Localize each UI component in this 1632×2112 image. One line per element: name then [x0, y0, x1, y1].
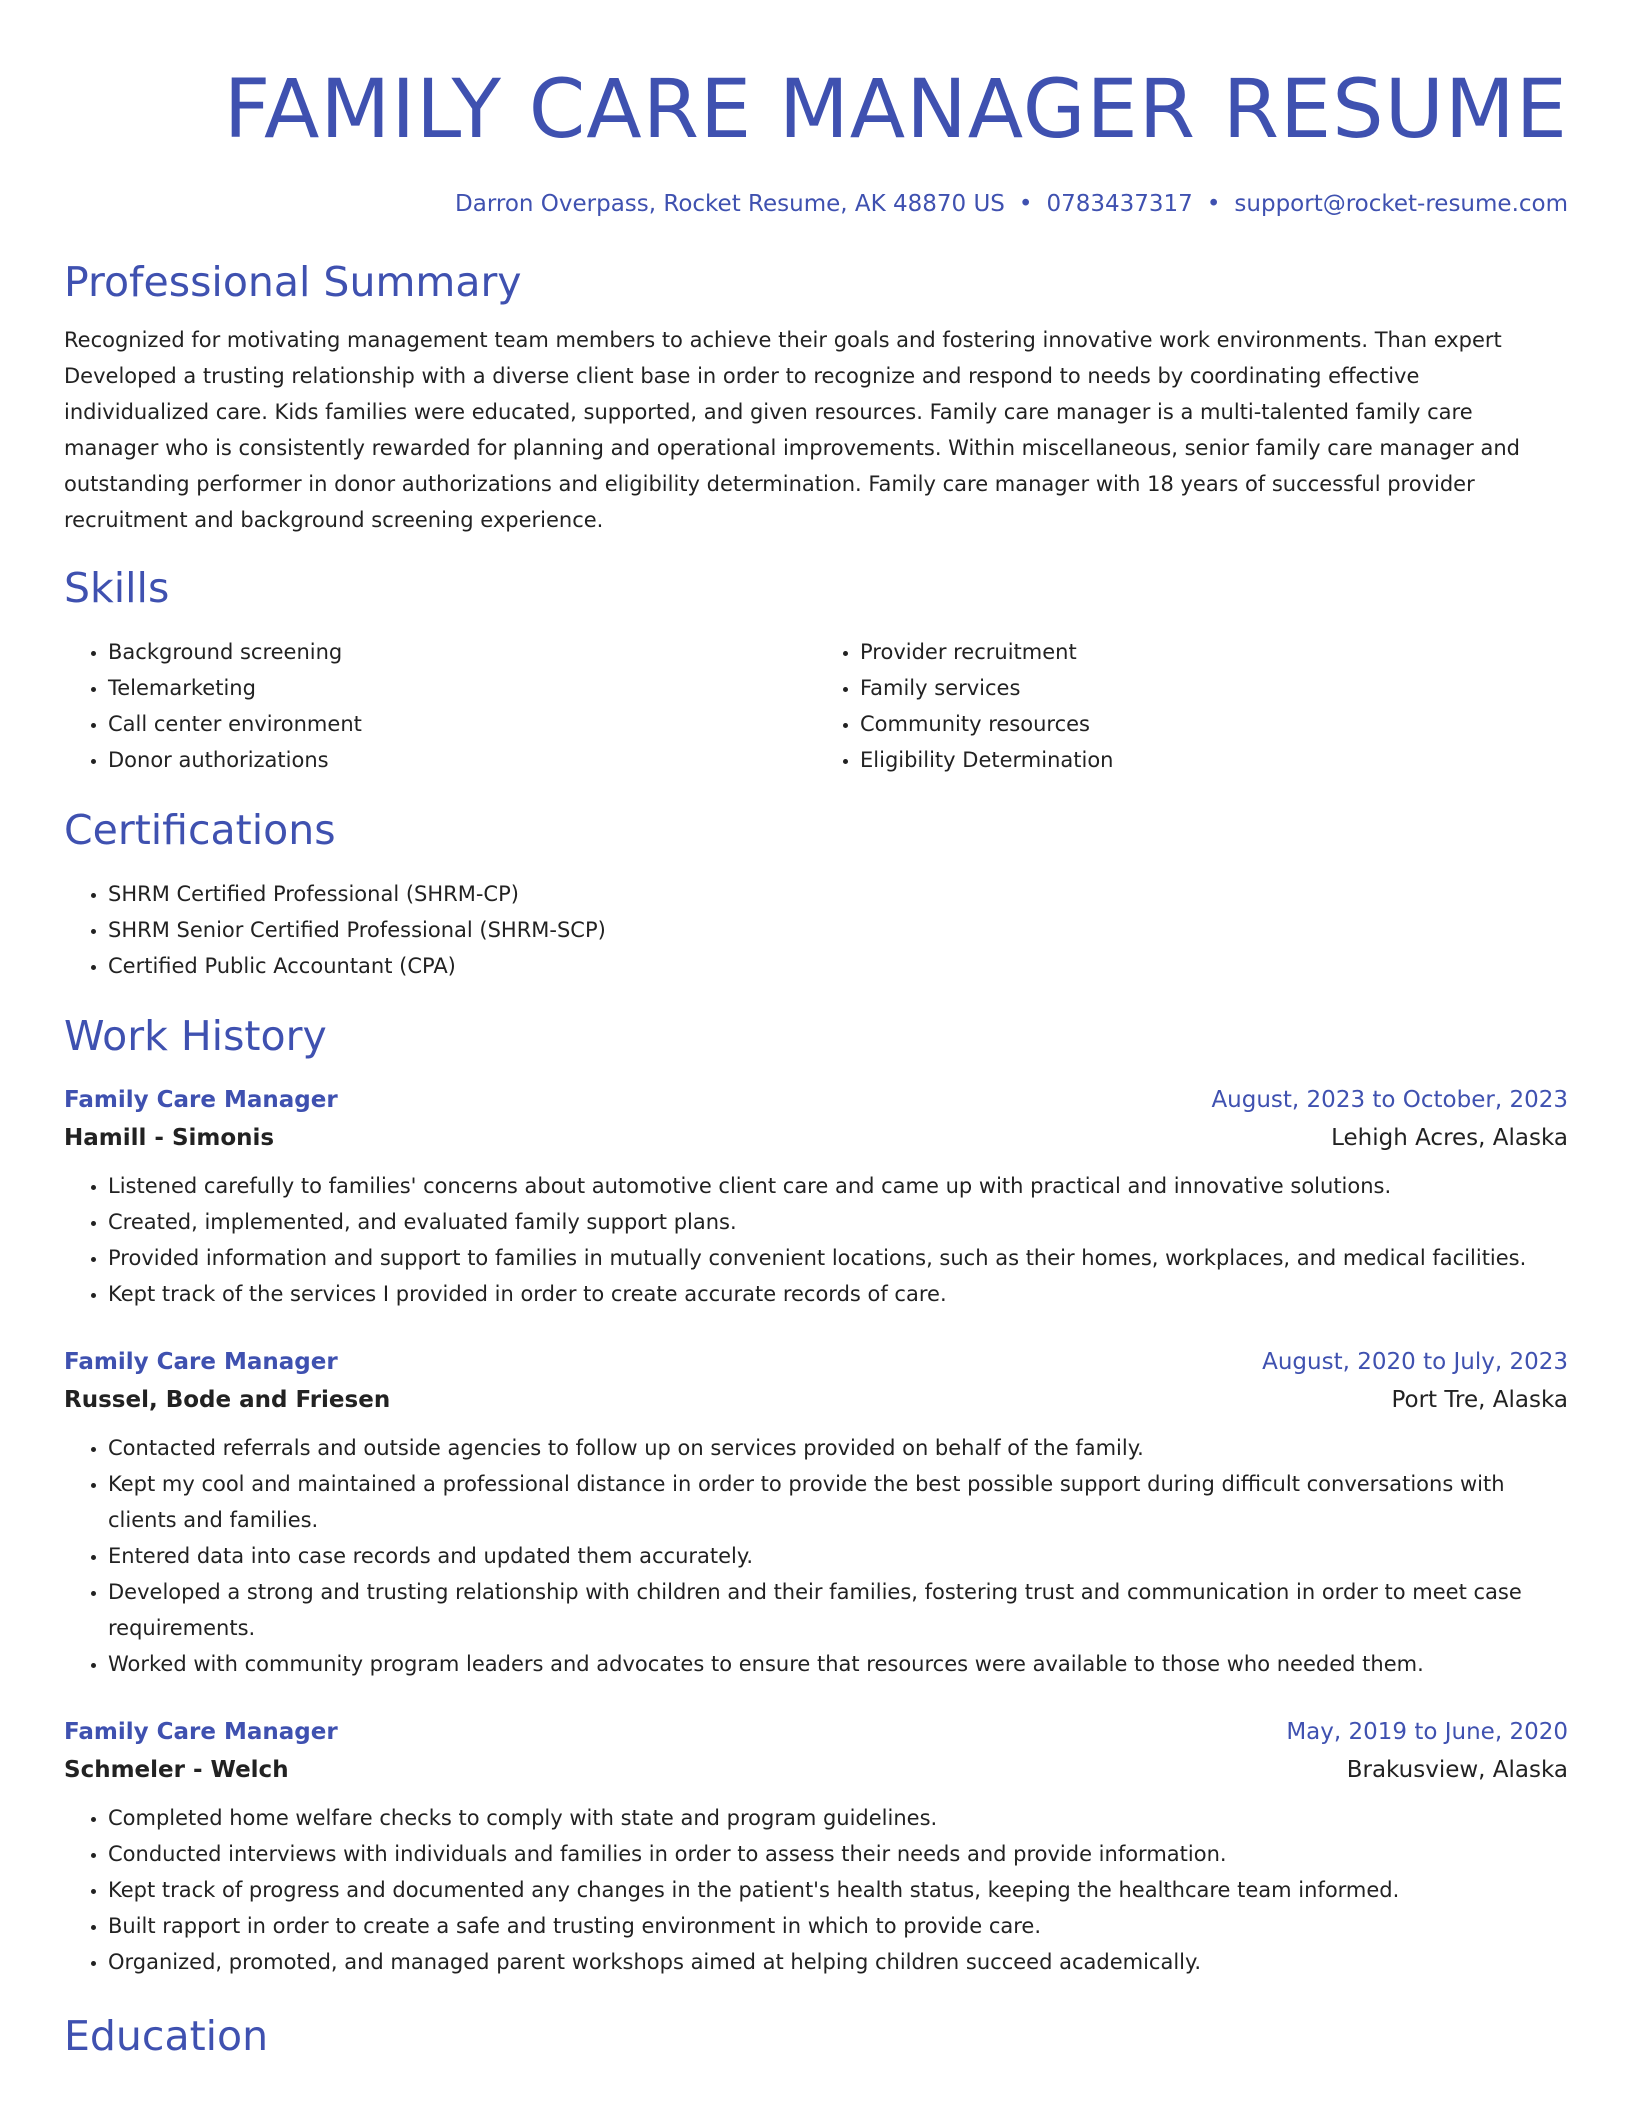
certification-item: • SHRM Certified Professional (SHRM-CP) [108, 876, 1568, 912]
job-dates: August, 2020 to July, 2023 [1262, 1349, 1568, 1375]
job-company: Russel, Bode and Friesen [64, 1387, 391, 1413]
job-title: Family Care Manager [64, 1719, 338, 1745]
job-title: Family Care Manager [64, 1349, 338, 1375]
contact-separator: • [1206, 191, 1221, 217]
job-entry [64, 1344, 1568, 1682]
job-duty: • Worked with community program leaders and advocates to ensure that resources were available to those who needed them. [108, 1646, 1568, 1682]
skill-item: • Eligibility Determination [860, 742, 1568, 778]
job-dates: May, 2019 to June, 2020 [1286, 1719, 1568, 1745]
summary-text: Recognized for motivating management team members to achieve their goals and fostering innovative work environments. Than expert Developed a trusting relationship with a diverse client base in order to recognize and respond to needs by coordinating effective individualized care. Kids families were educated, supported, and given resources. Family care manager is a multi-talented family care manager who is consistently rewarded for planning and operational improvements. Within miscellaneous, senior family care manager and outstanding performer in donor authorizations and eligibility determination. Family care manager with 18 years of successful provider recruitment and background screening experience. [64, 328, 1520, 532]
contact-email: support@rocket-resume.com [1234, 191, 1568, 217]
job-company: Schmeler - Welch [64, 1757, 289, 1783]
job-company: Hamill - Simonis [64, 1125, 275, 1151]
job-duty: • Conducted interviews with individuals and families in order to assess their needs and provide information. [108, 1836, 1568, 1872]
skill-item: • Telemarketing [108, 670, 816, 706]
skills-list-right [816, 634, 1568, 778]
skill-item: • Background screening [108, 634, 816, 670]
resume-title: FAMILY CARE MANAGER RESUME [223, 63, 1568, 157]
job-duty: • Provided information and support to families in mutually convenient locations, such as their homes, workplaces, and medical facilities. [108, 1240, 1568, 1276]
job-duty: • Built rapport in order to create a safe and trusting environment in which to provide care. [108, 1908, 1568, 1944]
job-duty: • Organized, promoted, and managed parent workshops aimed at helping children succeed academically. [108, 1944, 1568, 1980]
skills-grid [64, 634, 1568, 778]
job-duty: • Contacted referrals and outside agencies to follow up on services provided on behalf of the family. [108, 1430, 1568, 1466]
certifications-heading: Certifications [64, 806, 336, 854]
contact-line [64, 188, 1568, 220]
education-heading: Education [64, 2012, 269, 2060]
job-duties-list [64, 1800, 1568, 1980]
job-duty: • Entered data into case records and updated them accurately. [108, 1538, 1568, 1574]
certification-item: • Certified Public Accountant (CPA) [108, 948, 1568, 984]
skill-item: • Provider recruitment [860, 634, 1568, 670]
job-location: Lehigh Acres, Alaska [1331, 1125, 1568, 1151]
certifications-list [64, 876, 1568, 984]
job-duty: • Created, implemented, and evaluated family support plans. [108, 1204, 1568, 1240]
job-entry [64, 1082, 1568, 1312]
job-duty: • Kept track of progress and documented any changes in the patient's health status, keeping the healthcare team informed. [108, 1872, 1568, 1908]
skill-item: • Family services [860, 670, 1568, 706]
job-location: Port Tre, Alaska [1391, 1387, 1568, 1413]
job-entry [64, 1714, 1568, 1980]
skill-item: • Donor authorizations [108, 742, 816, 778]
job-duty: • Completed home welfare checks to comply with state and program guidelines. [108, 1800, 1568, 1836]
contact-address: Darron Overpass, Rocket Resume, AK 48870 US [455, 191, 1005, 217]
job-duty: • Listened carefully to families' concerns about automotive client care and came up with practical and innovative solutions. [108, 1168, 1568, 1204]
summary-heading: Professional Summary [64, 258, 522, 306]
certification-item: • SHRM Senior Certified Professional (SHRM-SCP) [108, 912, 1568, 948]
job-duties-list [64, 1168, 1568, 1312]
contact-phone: 0783437317 [1046, 191, 1193, 217]
job-duty: • Kept track of the services I provided in order to create accurate records of care. [108, 1276, 1568, 1312]
job-title: Family Care Manager [64, 1087, 338, 1113]
skills-heading: Skills [64, 564, 170, 612]
job-dates: August, 2023 to October, 2023 [1211, 1087, 1568, 1113]
job-duty: • Developed a strong and trusting relationship with children and their families, fostering trust and communication in order to meet case requirements. [108, 1574, 1568, 1646]
skill-item: • Community resources [860, 706, 1568, 742]
job-duty: • Kept my cool and maintained a professional distance in order to provide the best possible support during difficult conversations with clients and families. [108, 1466, 1568, 1538]
job-duties-list [64, 1430, 1568, 1682]
job-location: Brakusview, Alaska [1346, 1757, 1568, 1783]
skills-list-left [64, 634, 816, 778]
contact-separator: • [1018, 191, 1033, 217]
skill-item: • Call center environment [108, 706, 816, 742]
work-history-heading: Work History [64, 1012, 327, 1060]
